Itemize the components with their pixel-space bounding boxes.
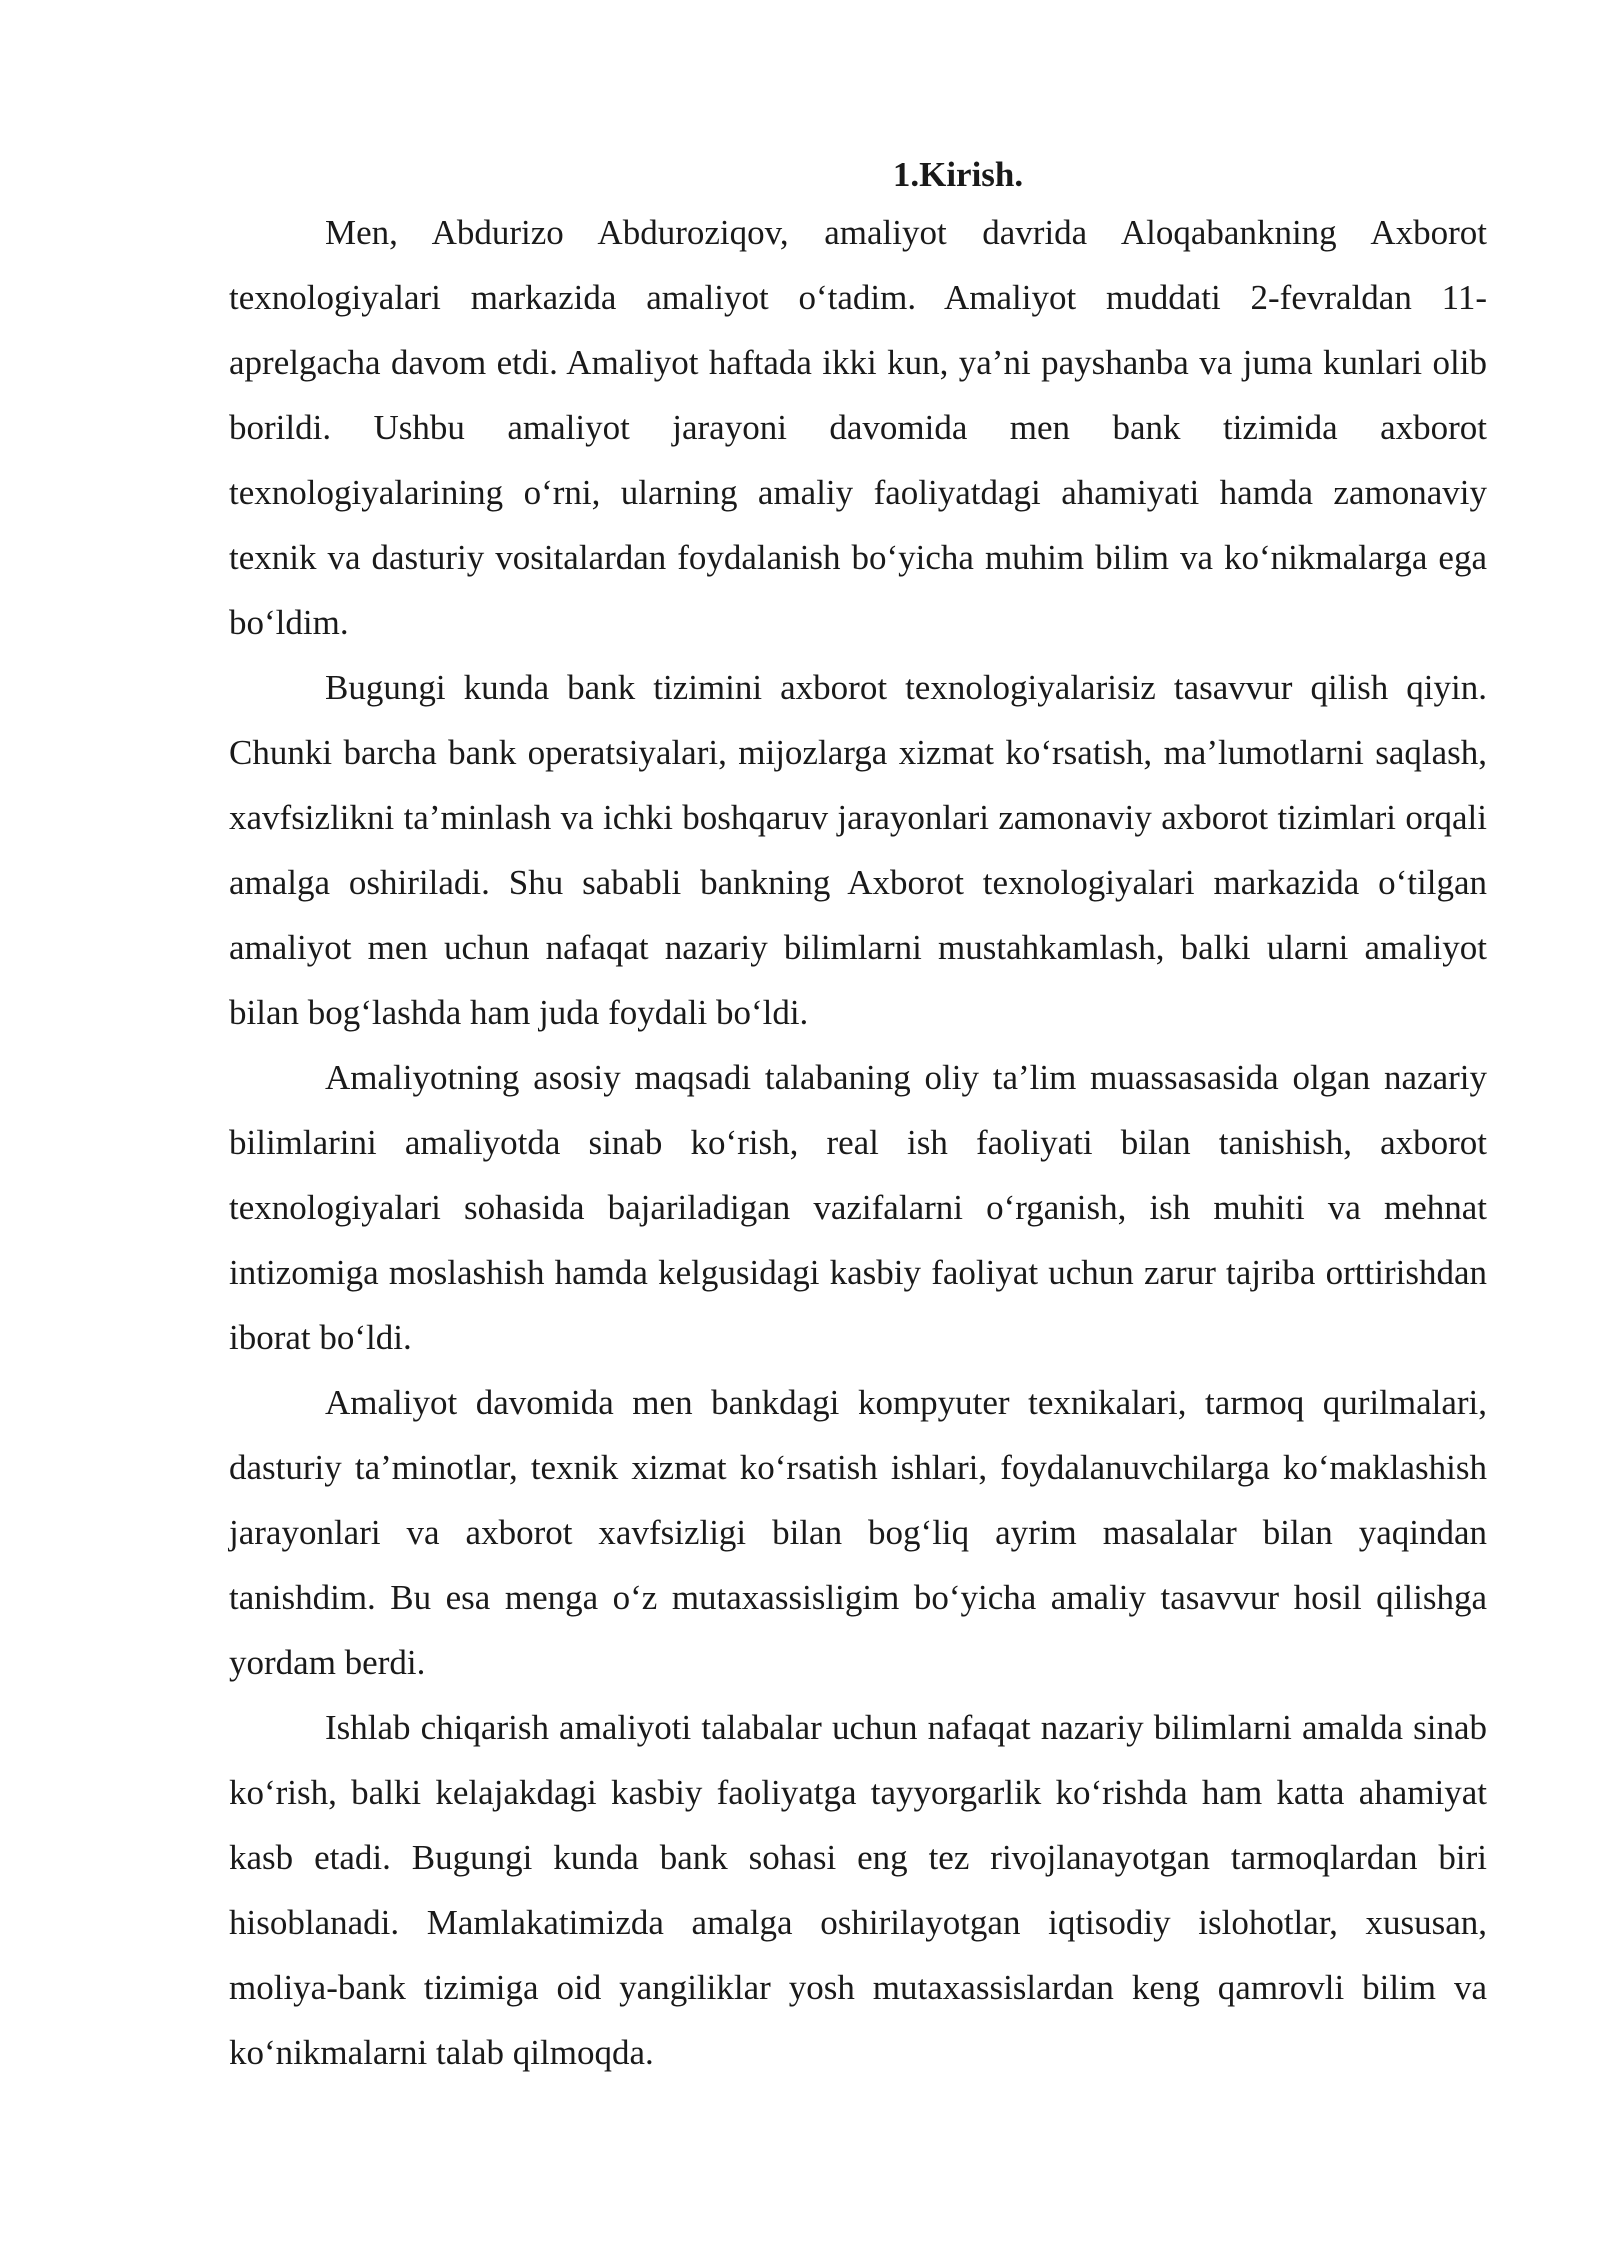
paragraph-4: Amaliyot davomida men bankdagi kompyuter texnikalari, tarmoq qurilmalari, dasturiy ta’minotlar, texnik xizmat ko‘rsatish ishlari, foydalanuvchilarga ko‘maklashish jarayonlari va axborot xavfsizligi bilan bog‘liq ayrim masalalar bilan yaqindan tanishdim. Bu esa menga o‘z mutaxassisligim bo‘yicha amaliy tasavvur hosil qilishga yordam berdi. [229, 1383, 1487, 1682]
paragraph-5: Ishlab chiqarish amaliyoti talabalar uchun nafaqat nazariy bilimlarni amalda sinab ko‘rish, balki kelajakdagi kasbiy faoliyatga tayyorgarlik ko‘rishda ham katta ahamiyat kasb etadi. Bugungi kunda bank sohasi eng tez rivojlanayotgan tarmoqlardan biri hisoblanadi. Mamlakatimizda amalga oshirilayotgan iqtisodiy islohotlar, xususan, moliya-bank tizimiga oid yangiliklar yosh mutaxassislardan keng qamrovli bilim va ko‘nikmalarni talab qilmoqda. [229, 1708, 1487, 2072]
paragraph-1: Men, Abdurizo Abduroziqov, amaliyot davrida Aloqabankning Axborot texnologiyalari markazida amaliyot o‘tadim. Amaliyot muddati 2-fevraldan 11-aprelgacha davom etdi. Amaliyot haftada ikki kun, ya’ni payshanba va juma kunlari olib borildi. Ushbu amaliyot jarayoni davomida men bank tizimida axborot texnologiyalarining o‘rni, ularning amaliy faoliyatdagi ahamiyati hamda zamonaviy texnik va dasturiy vositalardan foydalanish bo‘yicha muhim bilim va ko‘nikmalarga ega bo‘ldim. [229, 213, 1487, 642]
section-title: 1.Kirish. [892, 155, 1024, 194]
paragraph-2: Bugungi kunda bank tizimini axborot texnologiyalarisiz tasavvur qilish qiyin. Chunki barcha bank operatsiyalari, mijozlarga xizmat ko‘rsatish, ma’lumotlarni saqlash, xavfsizlikni ta’minlash va ichki boshqaruv jarayonlari zamonaviy axborot tizimlari orqali amalga oshiriladi. Shu sababli bankning Axborot texnologiyalari markazida o‘tilgan amaliyot men uchun nafaqat nazariy bilimlarni mustahkamlash, balki ularni amaliyot bilan bog‘lashda ham juda foydali bo‘ldi. [229, 668, 1487, 1032]
paragraph-3: Amaliyotning asosiy maqsadi talabaning oliy ta’lim muassasasida olgan nazariy bilimlarini amaliyotda sinab ko‘rish, real ish faoliyati bilan tanishish, axborot texnologiyalari sohasida bajariladigan vazifalarni o‘rganish, ish muhiti va mehnat intizomiga moslashish hamda kelgusidagi kasbiy faoliyat uchun zarur tajriba orttirishdan iborat bo‘ldi. [229, 1058, 1487, 1357]
document-body [229, 150, 1487, 2085]
